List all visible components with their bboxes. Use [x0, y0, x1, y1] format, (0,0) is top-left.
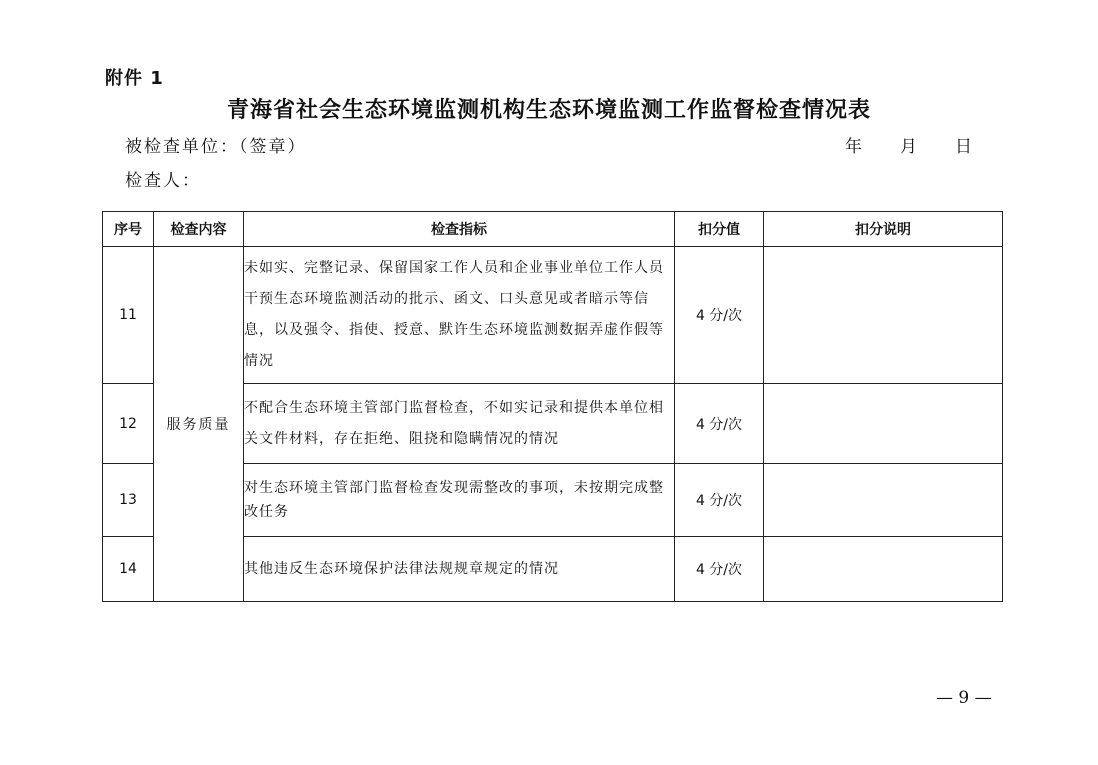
date-month-label: 月	[900, 137, 917, 157]
indicator-cell: 对生态环境主管部门监督检查发现需整改的事项，未按期完成整改任务	[244, 464, 675, 537]
inspection-table	[102, 211, 1003, 602]
date-line	[845, 132, 972, 157]
deduction-cell: 4 分/次	[675, 537, 764, 602]
note-cell	[764, 537, 1003, 602]
deduction-cell: 4 分/次	[675, 247, 764, 384]
row-number: 12	[103, 384, 154, 464]
page-number: — 9 —	[936, 688, 992, 708]
date-year-label: 年	[845, 137, 862, 157]
column-header-note: 扣分说明	[764, 212, 1003, 247]
row-number: 13	[103, 464, 154, 537]
indicator-cell: 未如实、完整记录、保留国家工作人员和企业事业单位工作人员干预生态环境监测活动的批示、函文、口头意见或者暗示等信息，以及强令、指使、授意、默许生态环境监测数据弄虚作假等情况	[244, 247, 675, 384]
content-group-cell: 服务质量	[154, 247, 244, 602]
date-day-label: 日	[955, 137, 972, 157]
table-header-row	[103, 212, 1003, 247]
indicator-cell: 不配合生态环境主管部门监督检查，不如实记录和提供本单位相关文件材料，存在拒绝、阻挠和隐瞒情况的情况	[244, 384, 675, 464]
note-cell	[764, 247, 1003, 384]
indicator-cell: 其他违反生态环境保护法律法规规章规定的情况	[244, 537, 675, 602]
inspected-unit-label: 被检查单位：（签章）	[125, 137, 307, 157]
row-number: 11	[103, 247, 154, 384]
attachment-label: 附件 1	[105, 68, 164, 89]
column-header-number: 序号	[103, 212, 154, 247]
note-cell	[764, 384, 1003, 464]
deduction-cell: 4 分/次	[675, 384, 764, 464]
column-header-deduction: 扣分值	[675, 212, 764, 247]
table-row	[103, 247, 1003, 384]
note-cell	[764, 464, 1003, 537]
row-number: 14	[103, 537, 154, 602]
deduction-cell: 4 分/次	[675, 464, 764, 537]
inspector-label: 检查人：	[125, 171, 201, 191]
column-header-indicator: 检查指标	[244, 212, 675, 247]
column-header-content: 检查内容	[154, 212, 244, 247]
document-title: 青海省社会生态环境监测机构生态环境监测工作监督检查情况表	[226, 98, 871, 123]
